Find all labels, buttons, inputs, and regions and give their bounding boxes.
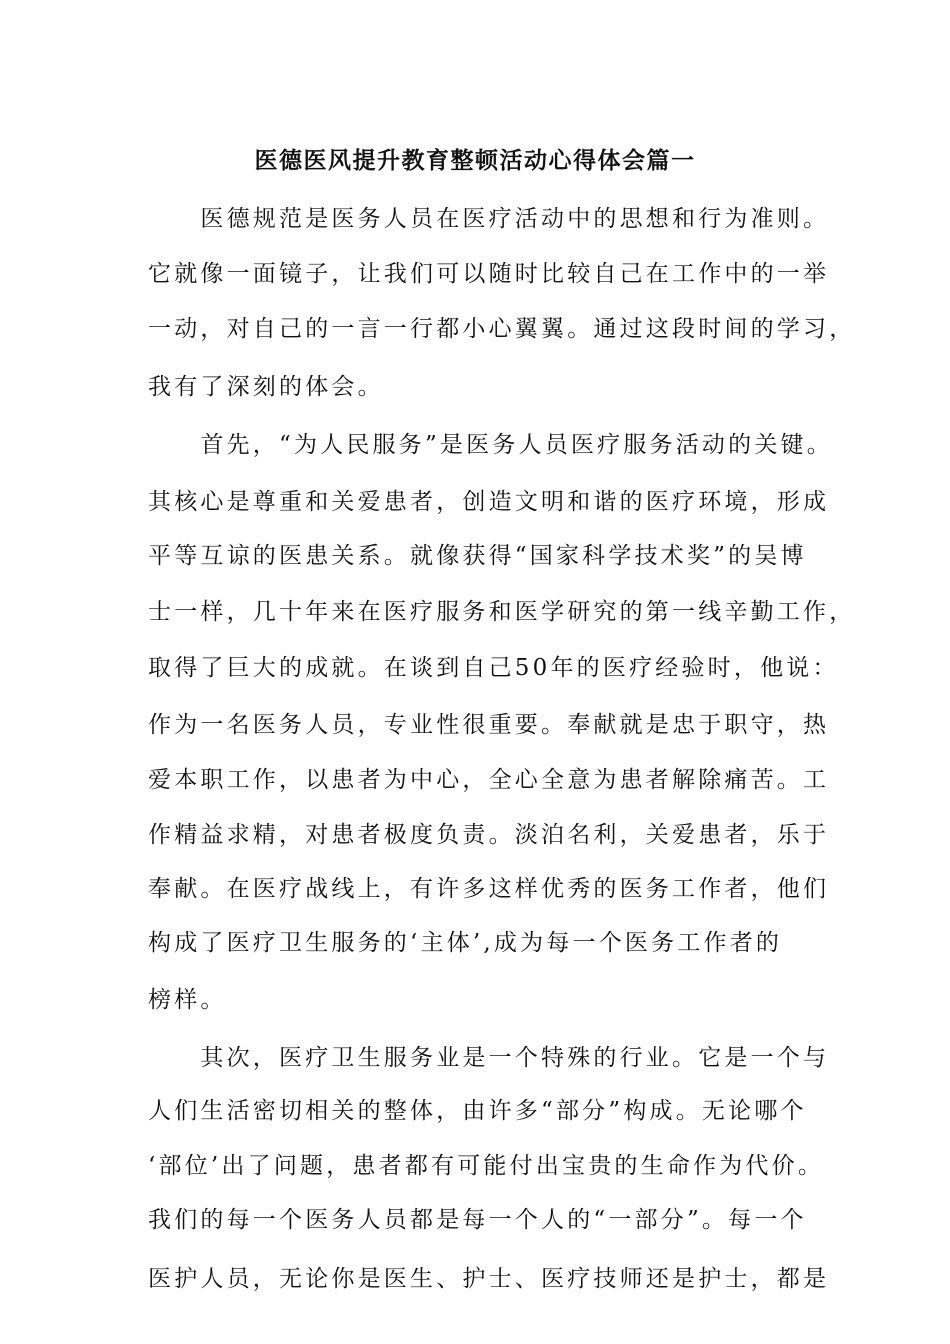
text-line: 作为一名医务人员，专业性很重要。奉献就是忠于职守，热 (148, 712, 830, 738)
text-line: 我有了深刻的体会。 (148, 374, 384, 400)
text-line: 士一样，几十年来在医疗服务和医学研究的第一线辛勤工作， (148, 599, 856, 625)
text-line: 其核心是尊重和关爱患者，创造文明和谐的医疗环境，形成 (148, 489, 830, 515)
text-line: ‘部位’出了问题，患者都有可能付出宝贵的生命作为代价。 (148, 1153, 825, 1179)
document-title: 医德医风提升教育整顿活动心得体会篇一 (254, 147, 696, 174)
text-line: 我们的每一个医务人员都是每一个人的“一部分”。每一个 (148, 1207, 807, 1233)
text-line: 作精益求精，对患者极度负责。淡泊名利，关爱患者，乐于 (148, 822, 830, 848)
text-line: 平等互谅的医患关系。就像获得“国家科学技术奖”的吴博 (148, 543, 807, 569)
text-line: 首先，“为人民服务”是医务人员医疗服务活动的关键。 (148, 432, 833, 458)
text-line: 人们生活密切相关的整体，由许多“部分”构成。无论哪个 (148, 1098, 807, 1124)
text-line: 其次，医疗卫生服务业是一个特殊的行业。它是一个与 (148, 1045, 830, 1071)
text-line: 榜样。 (148, 987, 227, 1013)
text-line: 构成了医疗卫生服务的‘主体’,成为每一个医务工作者的 (148, 930, 783, 956)
text-line: 它就像一面镜子，让我们可以随时比较自己在工作中的一举 (148, 261, 830, 287)
text-line: 医护人员，无论你是医生、护士、医疗技师还是护士，都是 (148, 1266, 830, 1292)
text-line: 医德规范是医务人员在医疗活动中的思想和行为准则。 (148, 206, 830, 232)
text-line: 取得了巨大的成就。在谈到自己50年的医疗经验时，他说： (148, 655, 839, 681)
text-line: 奉献。在医疗战线上，有许多这样优秀的医务工作者，他们 (148, 876, 830, 902)
text-line: 爱本职工作，以患者为中心，全心全意为患者解除痛苦。工 (148, 767, 830, 793)
text-line: 一动，对自己的一言一行都小心翼翼。通过这段时间的学习， (148, 316, 856, 342)
